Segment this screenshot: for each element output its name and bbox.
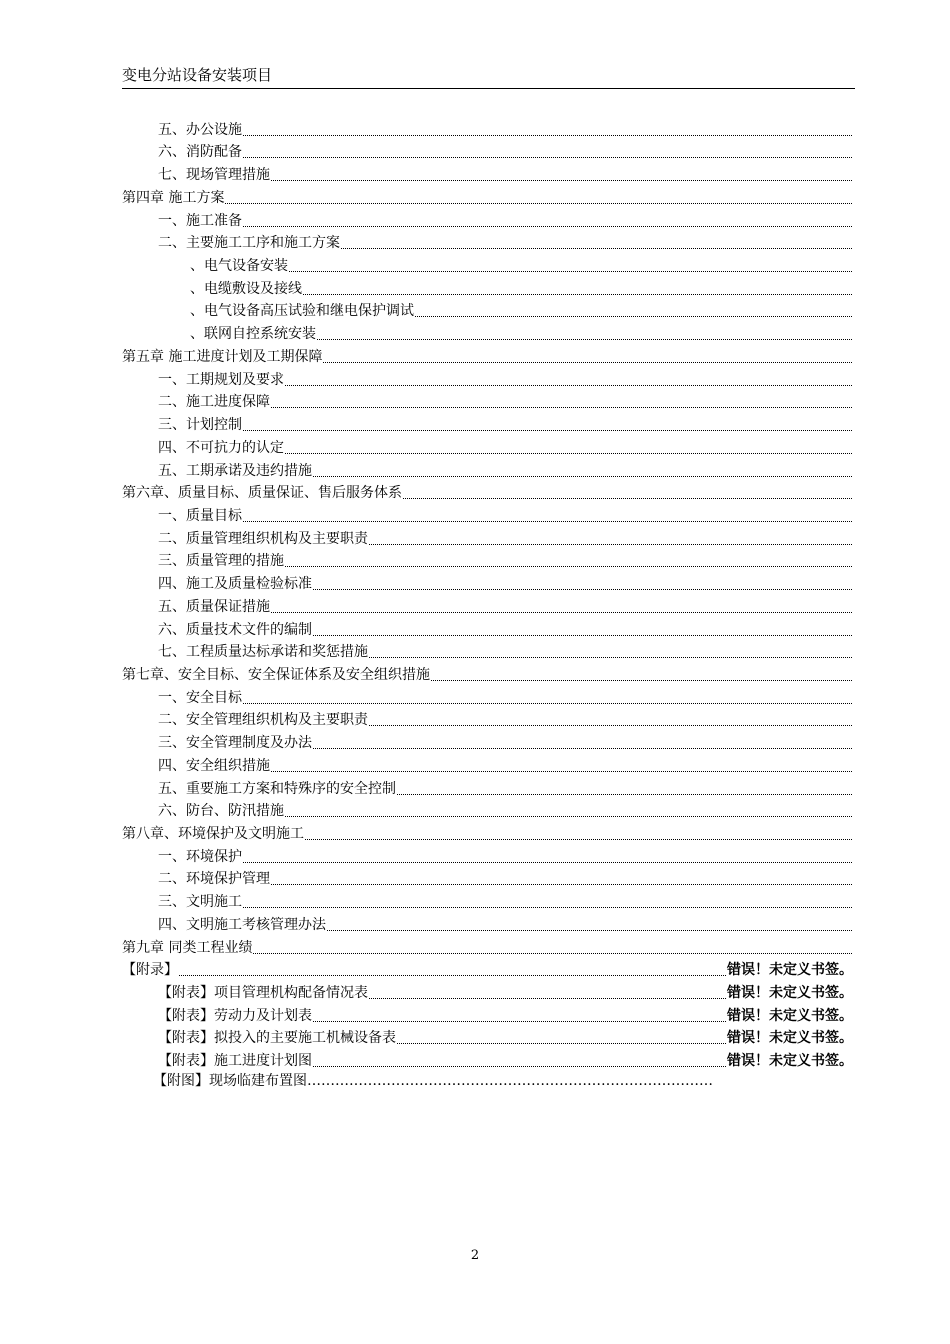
toc-entry-label: 五、办公设施 (158, 121, 242, 138)
toc-entry-label: 【附表】项目管理机构配备情况表 (158, 985, 368, 1002)
toc-entry[interactable] (122, 139, 853, 162)
toc-entry-label: 三、安全管理制度及办法 (158, 735, 312, 752)
toc-entry-label: 一、质量目标 (158, 507, 242, 524)
toc-leader-dots (285, 566, 852, 567)
toc-leader-dots (243, 703, 852, 704)
page-header (122, 62, 855, 89)
toc-entry[interactable] (122, 502, 853, 525)
toc-leader-dots (313, 1021, 726, 1022)
toc-entry-label: 【附录】 (122, 962, 178, 979)
toc-leader-dots (313, 589, 852, 590)
toc-leader-dots (369, 998, 726, 999)
toc-entry[interactable] (122, 707, 853, 730)
table-of-contents (122, 116, 853, 1070)
toc-entry[interactable] (122, 116, 853, 139)
toc-leader-dots (303, 294, 852, 295)
toc-entry-appendix-figure (153, 1070, 713, 1090)
toc-page-reference: 错误！未定义书签。 (727, 1007, 853, 1024)
toc-leader-dots (403, 498, 852, 499)
toc-entry[interactable] (122, 934, 853, 957)
toc-entry[interactable] (122, 525, 853, 548)
toc-leader-dots (271, 180, 852, 181)
toc-leader-dots (285, 385, 852, 386)
toc-entry-label: 四、不可抗力的认定 (158, 439, 284, 456)
toc-entry-label: 五、工期承诺及违约措施 (158, 462, 312, 479)
toc-page-reference: 错误！未定义书签。 (727, 1030, 853, 1047)
toc-entry[interactable] (122, 207, 853, 230)
toc-leader-dots (271, 884, 852, 885)
toc-entry-label: 七、现场管理措施 (158, 167, 270, 184)
toc-leader-dots (397, 794, 852, 795)
toc-leader-dots (323, 362, 852, 363)
toc-entry-label: 五、质量保证措施 (158, 598, 270, 615)
toc-entry[interactable] (122, 366, 853, 389)
toc-entry[interactable] (122, 957, 853, 980)
page-number: 2 (470, 1248, 480, 1263)
toc-entry[interactable] (122, 888, 853, 911)
toc-leader-dots (243, 907, 852, 908)
toc-entry[interactable] (122, 411, 853, 434)
toc-entry-label: 三、计划控制 (158, 417, 242, 434)
toc-leader-dots (317, 339, 852, 340)
toc-entry-label: 第四章 施工方案 (122, 189, 225, 206)
toc-entry-label: 、电气设备高压试验和继电保护调试 (190, 303, 414, 320)
toc-entry-label: 【附表】劳动力及计划表 (158, 1007, 312, 1024)
toc-leader-dots (305, 839, 852, 840)
toc-entry-label: 四、安全组织措施 (158, 757, 270, 774)
toc-entry[interactable] (122, 548, 853, 571)
toc-entry[interactable] (122, 434, 853, 457)
toc-entry-label: 二、安全管理组织机构及主要职责 (158, 712, 368, 729)
toc-entry-label: 一、环境保护 (158, 848, 242, 865)
toc-entry[interactable] (122, 1025, 853, 1048)
toc-entry[interactable] (122, 843, 853, 866)
toc-leader-dots (285, 453, 852, 454)
toc-entry[interactable] (122, 161, 853, 184)
toc-entry[interactable] (122, 866, 853, 889)
toc-entry[interactable] (122, 457, 853, 480)
toc-entry-label: 、电气设备安装 (190, 258, 288, 275)
toc-leader-dots (415, 316, 852, 317)
toc-entry[interactable] (122, 661, 853, 684)
toc-entry-label: 六、防台、防汛措施 (158, 803, 284, 820)
toc-entry-label: 三、文明施工 (158, 894, 242, 911)
toc-leader-dots (243, 862, 852, 863)
toc-entry-label: 六、质量技术文件的编制 (158, 621, 312, 638)
toc-entry[interactable] (122, 184, 853, 207)
toc-entry[interactable] (122, 775, 853, 798)
toc-entry-label: 第九章 同类工程业绩 (122, 939, 253, 956)
toc-entry-label: 【附表】施工进度计划图 (158, 1053, 312, 1070)
toc-entry[interactable] (122, 343, 853, 366)
toc-leader-dots (313, 748, 852, 749)
toc-entry[interactable] (122, 684, 853, 707)
toc-leader-dots (369, 725, 852, 726)
header-title: 变电分站设备安装项目 (122, 66, 273, 84)
toc-entry[interactable] (122, 911, 853, 934)
toc-entry[interactable] (122, 230, 853, 253)
toc-page-reference: 错误！未定义书签。 (727, 1053, 853, 1070)
toc-entry[interactable] (122, 275, 853, 298)
toc-leader-dots (243, 521, 852, 522)
toc-leader-dots (253, 953, 852, 954)
toc-entry-label: 一、工期规划及要求 (158, 371, 284, 388)
toc-leader-dots (179, 975, 726, 976)
toc-leader-dots (243, 430, 852, 431)
toc-leader-dots (313, 635, 852, 636)
toc-entry[interactable] (122, 593, 853, 616)
toc-leader-dots (327, 930, 852, 931)
toc-entry-label: 二、质量管理组织机构及主要职责 (158, 530, 368, 547)
toc-page-reference: 错误！未定义书签。 (727, 962, 853, 979)
toc-entry[interactable] (122, 570, 853, 593)
toc-entry[interactable] (122, 752, 853, 775)
toc-entry[interactable] (122, 616, 853, 639)
toc-entry-label: 二、主要施工工序和施工方案 (158, 235, 340, 252)
toc-entry-label: 二、施工进度保障 (158, 394, 270, 411)
toc-entry-label: 七、工程质量达标承诺和奖惩措施 (158, 644, 368, 661)
toc-entry[interactable] (122, 480, 853, 503)
toc-entry-label: 四、文明施工考核管理办法 (158, 916, 326, 933)
toc-entry-label: 、电缆敷设及接线 (190, 280, 302, 297)
toc-entry-label: 五、重要施工方案和特殊序的安全控制 (158, 780, 396, 797)
toc-entry[interactable] (122, 389, 853, 412)
toc-entry-label: 一、安全目标 (158, 689, 242, 706)
toc-leader-dots (341, 248, 852, 249)
toc-leader-dots (397, 1043, 726, 1044)
toc-page-reference: 错误！未定义书签。 (727, 985, 853, 1002)
toc-entry[interactable] (122, 729, 853, 752)
toc-leader-dots (243, 226, 852, 227)
toc-entry-label: 第八章、环境保护及文明施工 (122, 826, 304, 842)
toc-entry-label: 第六章、质量目标、质量保证、售后服务体系 (122, 485, 402, 502)
toc-leader-dots (289, 271, 852, 272)
toc-leader-dots: …………………………………………………………………………… (307, 1073, 713, 1089)
toc-entry-label: 【附表】拟投入的主要施工机械设备表 (158, 1030, 396, 1047)
toc-entry[interactable] (122, 1002, 853, 1025)
toc-leader-dots (285, 816, 852, 817)
toc-leader-dots (313, 1066, 726, 1067)
toc-entry[interactable] (122, 639, 853, 662)
toc-entry-label: 一、施工准备 (158, 212, 242, 229)
toc-entry-label: 、联网自控系统安装 (190, 326, 316, 343)
toc-entry-label: 【附图】现场临建布置图 (153, 1073, 307, 1089)
toc-entry[interactable] (122, 798, 853, 821)
toc-entry-label: 四、施工及质量检验标准 (158, 576, 312, 593)
toc-leader-dots (369, 657, 852, 658)
toc-leader-dots (225, 203, 852, 204)
toc-leader-dots (243, 135, 852, 136)
toc-entry-label: 三、质量管理的措施 (158, 553, 284, 570)
toc-entry-label: 第五章 施工进度计划及工期保障 (122, 348, 323, 365)
toc-entry[interactable] (122, 298, 853, 321)
toc-entry-label: 六、消防配备 (158, 144, 242, 161)
toc-entry[interactable] (122, 979, 853, 1002)
toc-leader-dots (271, 612, 852, 613)
toc-leader-dots (431, 680, 852, 681)
toc-leader-dots (243, 157, 852, 158)
toc-entry-label: 二、环境保护管理 (158, 871, 270, 888)
toc-entry[interactable] (122, 820, 853, 843)
toc-entry[interactable] (122, 320, 853, 343)
toc-leader-dots (271, 771, 852, 772)
toc-entry[interactable] (122, 1047, 853, 1070)
toc-leader-dots (313, 476, 852, 477)
toc-entry[interactable] (122, 252, 853, 275)
toc-leader-dots (369, 544, 852, 545)
toc-leader-dots (271, 407, 852, 408)
toc-entry-label: 第七章、安全目标、安全保证体系及安全组织措施 (122, 666, 430, 683)
